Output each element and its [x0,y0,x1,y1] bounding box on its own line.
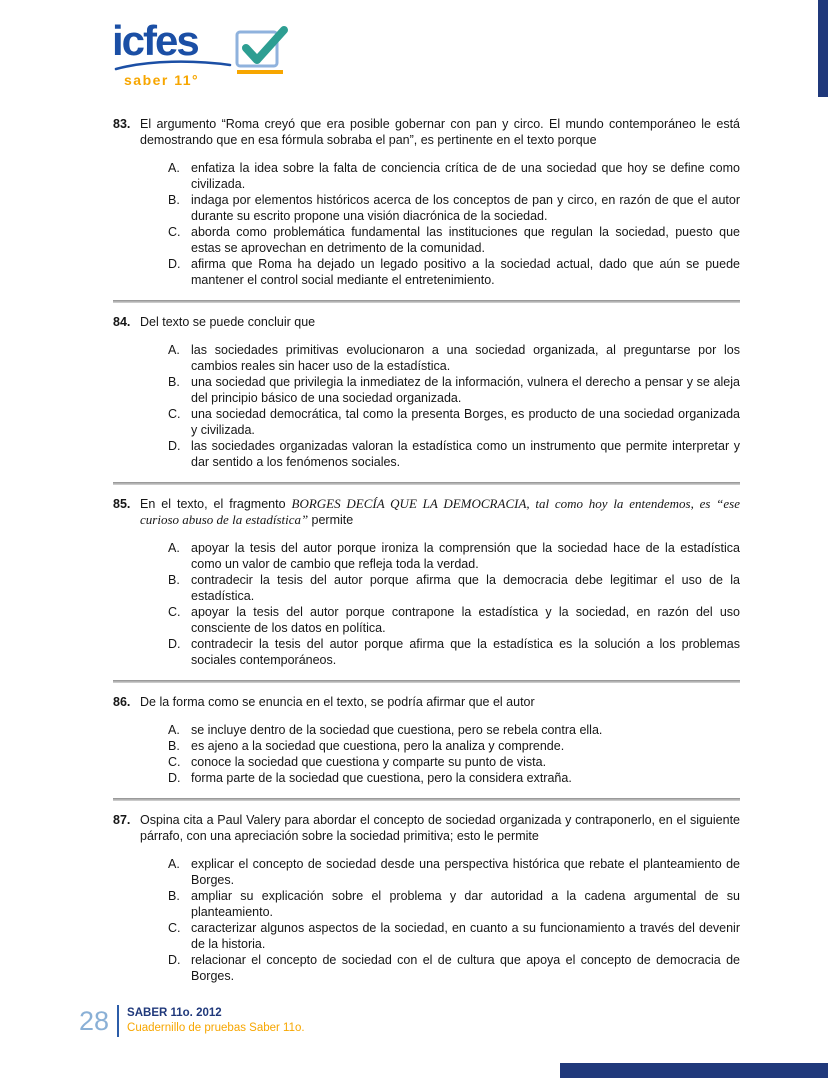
option-text: las sociedades organizadas valoran la estadística como un instrumento que permite interpretar y dar sentido a los fenómenos sociales. [191,439,740,469]
question-stem: El argumento “Roma creyó que era posible gobernar con pan y circo. El mundo contemporáneo le está demostrando que en esa fórmula sobraba el pan”, es pertinente en el texto porque [140,117,740,147]
check-icon [234,24,290,83]
option-text: relacionar el concepto de sociedad con el de cultura que apoya el concepto de democracia de Borges. [191,953,740,983]
stem-text: En el texto, el fragmento [140,497,292,511]
icfes-logo [112,17,290,88]
question-number: 83. [113,117,131,131]
option-letter: D. [168,771,181,785]
option-letter: B. [168,889,180,903]
question-87 [113,812,740,984]
option-d [168,256,740,288]
option-text: es ajeno a la sociedad que cuestiona, pero la analiza y comprende. [191,739,565,753]
option-b [168,192,740,224]
option-text: conoce la sociedad que cuestiona y comparte su punto de vista. [191,755,547,769]
bottom-right-accent-bar [560,1063,828,1078]
question-86 [113,694,740,786]
option-b [168,374,740,406]
option-letter: D. [168,953,181,967]
option-a [168,856,740,888]
option-d [168,636,740,668]
option-c [168,406,740,438]
section-divider [113,798,740,801]
question-body [140,496,740,668]
option-text: enfatiza la idea sobre la falta de conciencia crítica de de una sociedad que hoy se define como civilizada. [191,161,740,191]
option-letter: B. [168,739,180,753]
option-c [168,920,740,952]
section-divider [113,680,740,683]
footer-title: SABER 11o. 2012 [127,1007,222,1019]
option-a [168,722,740,738]
option-letter: A. [168,161,180,175]
question-84 [113,314,740,470]
option-letter: C. [168,407,181,421]
option-letter: D. [168,637,181,651]
footer-subtitle: Cuadernillo de pruebas Saber 11o. [127,1022,305,1034]
questions-area [113,116,740,984]
question-stem [140,496,740,528]
question-number: 86. [113,695,131,709]
option-c [168,224,740,256]
question-body [140,694,740,786]
section-divider [113,482,740,485]
option-d [168,770,740,786]
option-text: forma parte de la sociedad que cuestiona, pero la considera extraña. [191,771,572,785]
option-text: explicar el concepto de sociedad desde una perspectiva histórica que rebate el planteamiento de Borges. [191,857,740,887]
option-d [168,438,740,470]
option-a [168,160,740,192]
option-letter: C. [168,605,181,619]
option-text: apoyar la tesis del autor porque ironiza la comprensión que la sociedad hace de la estadística como un valor de cambio que refleja toda la verdad. [191,541,740,571]
page-footer [79,1005,305,1037]
option-text: se incluye dentro de la sociedad que cuestiona, pero se rebela contra ella. [191,723,603,737]
option-text: contradecir la tesis del autor porque afirma que la democracia debe legitimar el uso de la estadística. [191,573,740,603]
section-divider [113,300,740,303]
option-text: indaga por elementos históricos acerca de los conceptos de pan y circo, en razón de que el autor durante su escrito propone una visión diacrónica de la sociedad. [191,193,740,223]
options-list [168,856,740,984]
option-letter: A. [168,857,180,871]
option-letter: B. [168,573,180,587]
option-b [168,738,740,754]
option-a [168,342,740,374]
option-text: ampliar su explicación sobre el problema y dar autoridad a la cadena argumental de su planteamiento. [191,889,740,919]
options-list [168,160,740,288]
option-letter: C. [168,755,181,769]
option-text: caracterizar algunos aspectos de la sociedad, en cuanto a su funcionamiento a través del devenir de la historia. [191,921,740,951]
question-number: 85. [113,497,131,511]
options-list [168,722,740,786]
option-letter: B. [168,375,180,389]
option-text: aborda como problemática fundamental las instituciones que regulan la sociedad, puesto que estas se aprovechan en detrimento de la comunidad. [191,225,740,255]
option-text: las sociedades primitivas evolucionaron a una sociedad organizada, al preguntarse por los cambios reales sin hacer uso de la estadística. [191,343,740,373]
option-letter: C. [168,921,181,935]
question-number: 84. [113,315,131,329]
option-letter: B. [168,193,180,207]
stem-quoted-fragment: BORGES DECÍA QUE LA DEMOCRACIA, tal como hoy la entendemos, es “ese curioso abuso de la estadística” [140,496,740,527]
question-stem: De la forma como se enuncia en el texto, se podría afirmar que el autor [140,695,535,709]
question-83 [113,116,740,288]
question-stem: Del texto se puede concluir que [140,315,316,329]
question-body [140,314,740,470]
option-letter: A. [168,723,180,737]
option-d [168,952,740,984]
option-c [168,604,740,636]
option-letter: A. [168,541,180,555]
question-number: 87. [113,813,131,827]
question-stem: Ospina cita a Paul Valery para abordar el concepto de sociedad organizada y contraponerlo, en el siguiente párrafo, con una apreciación sobre la sociedad primitiva; esto le permite [140,813,740,843]
option-letter: D. [168,257,181,271]
question-body [140,116,740,288]
option-c [168,754,740,770]
option-letter: A. [168,343,180,357]
option-text: apoyar la tesis del autor porque contrapone la estadística y la sociedad, en razón del uso consciente de los datos en política. [191,605,740,635]
question-body [140,812,740,984]
option-text: contradecir la tesis del autor porque afirma que la estadística es la solución a los problemas sociales contemporáneos. [191,637,740,667]
options-list [168,342,740,470]
logo-swoosh-icon [114,59,232,71]
option-text: afirma que Roma ha dejado un legado positivo a la sociedad actual, dado que aún se puede mantener el control social mediante el entretenimiento. [191,257,740,287]
option-letter: C. [168,225,181,239]
stem-text: permite [311,513,354,527]
page-number: 28 [79,1006,110,1036]
option-text: una sociedad que privilegia la inmediatez de la información, vulnera el derecho a pensar y se aleja del principio básico de una sociedad organizada. [191,375,740,405]
options-list [168,540,740,668]
option-text: una sociedad democrática, tal como la presenta Borges, es producto de una sociedad organizada y civilizada. [191,407,740,437]
footer-text-block [127,1005,305,1037]
top-right-accent-bar [818,0,828,97]
footer-divider [117,1005,119,1037]
logo-text-block [112,17,232,88]
option-a [168,540,740,572]
option-letter: D. [168,439,181,453]
option-b [168,888,740,920]
question-85 [113,496,740,668]
logo-brand-text: icfes [112,17,198,64]
logo-tagline-text: saber 11° [124,71,200,88]
option-b [168,572,740,604]
